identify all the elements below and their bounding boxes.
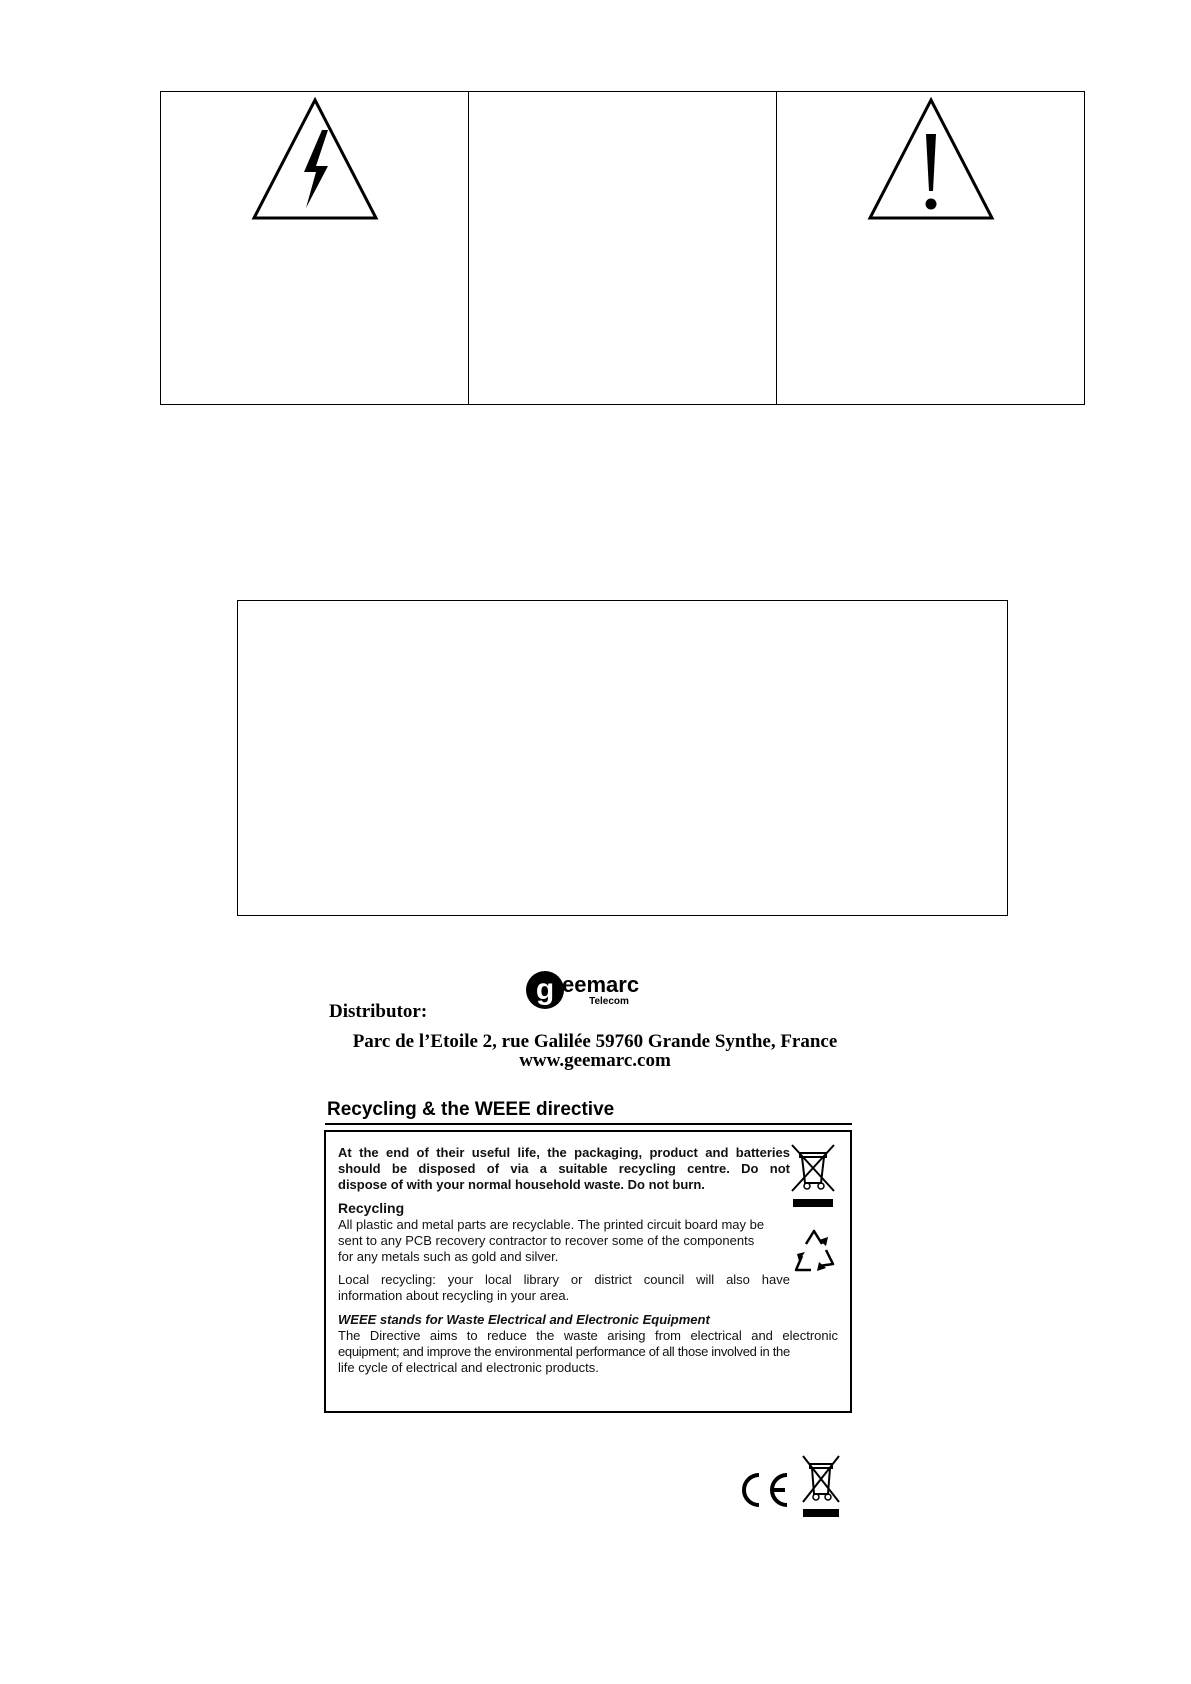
recycling-line-3: for any metals such as gold and silver. bbox=[338, 1249, 559, 1264]
directive-line-2: equipment; and improve the environmental performance of all those involved in the bbox=[338, 1344, 790, 1359]
distributor-website: www.geemarc.com bbox=[519, 1050, 671, 1071]
lightning-warning-icon bbox=[250, 96, 380, 222]
weee-info-box bbox=[324, 1130, 852, 1413]
notice-box bbox=[237, 600, 1008, 916]
geemarc-logo bbox=[525, 970, 651, 1010]
svg-text:eemarc: eemarc bbox=[562, 972, 640, 997]
warning-cell-electric bbox=[161, 92, 468, 404]
intro-line-1: At the end of their useful life, the packaging, product and batteries bbox=[338, 1145, 790, 1160]
weee-title: WEEE stands for Waste Electrical and Electronic Equipment bbox=[338, 1312, 710, 1327]
local-line-1: Local recycling: your local library or district council will also have bbox=[338, 1272, 790, 1287]
directive-line-3: life cycle of electrical and electronic products. bbox=[338, 1360, 599, 1375]
warning-cell-middle bbox=[468, 92, 776, 404]
recycling-line-2: sent to any PCB recovery contractor to recover some of the components bbox=[338, 1233, 755, 1248]
weee-heading: Recycling & the WEEE directive bbox=[327, 1099, 615, 1120]
svg-text:g: g bbox=[535, 973, 555, 1006]
crossed-out-wheelie-bin-icon bbox=[788, 1143, 838, 1209]
recycling-line-1: All plastic and metal parts are recyclable. The printed circuit board may be bbox=[338, 1217, 765, 1232]
distributor-label: Distributor: bbox=[329, 1001, 428, 1022]
recycle-icon bbox=[786, 1224, 842, 1280]
warning-symbols-table bbox=[160, 91, 1085, 405]
recycling-title: Recycling bbox=[338, 1200, 405, 1216]
weee-heading-rule bbox=[325, 1123, 852, 1125]
ce-mark-icon bbox=[737, 1470, 791, 1510]
warning-cell-caution bbox=[776, 92, 1084, 404]
intro-line-3: dispose of with your normal household waste. Do not burn. bbox=[338, 1177, 705, 1192]
crossed-out-wheelie-bin-icon-footer bbox=[800, 1454, 842, 1518]
svg-text:Telecom: Telecom bbox=[589, 996, 629, 1007]
intro-line-2: should be disposed of via a suitable recycling centre. Do not bbox=[338, 1161, 790, 1176]
directive-line-1: The Directive aims to reduce the waste arising from electrical and electronic bbox=[338, 1328, 838, 1343]
distributor-address: Parc de l’Etoile 2, rue Galilée 59760 Grande Synthe, France bbox=[352, 1031, 838, 1052]
local-line-2: information about recycling in your area. bbox=[338, 1288, 570, 1303]
exclamation-warning-icon bbox=[866, 96, 996, 222]
